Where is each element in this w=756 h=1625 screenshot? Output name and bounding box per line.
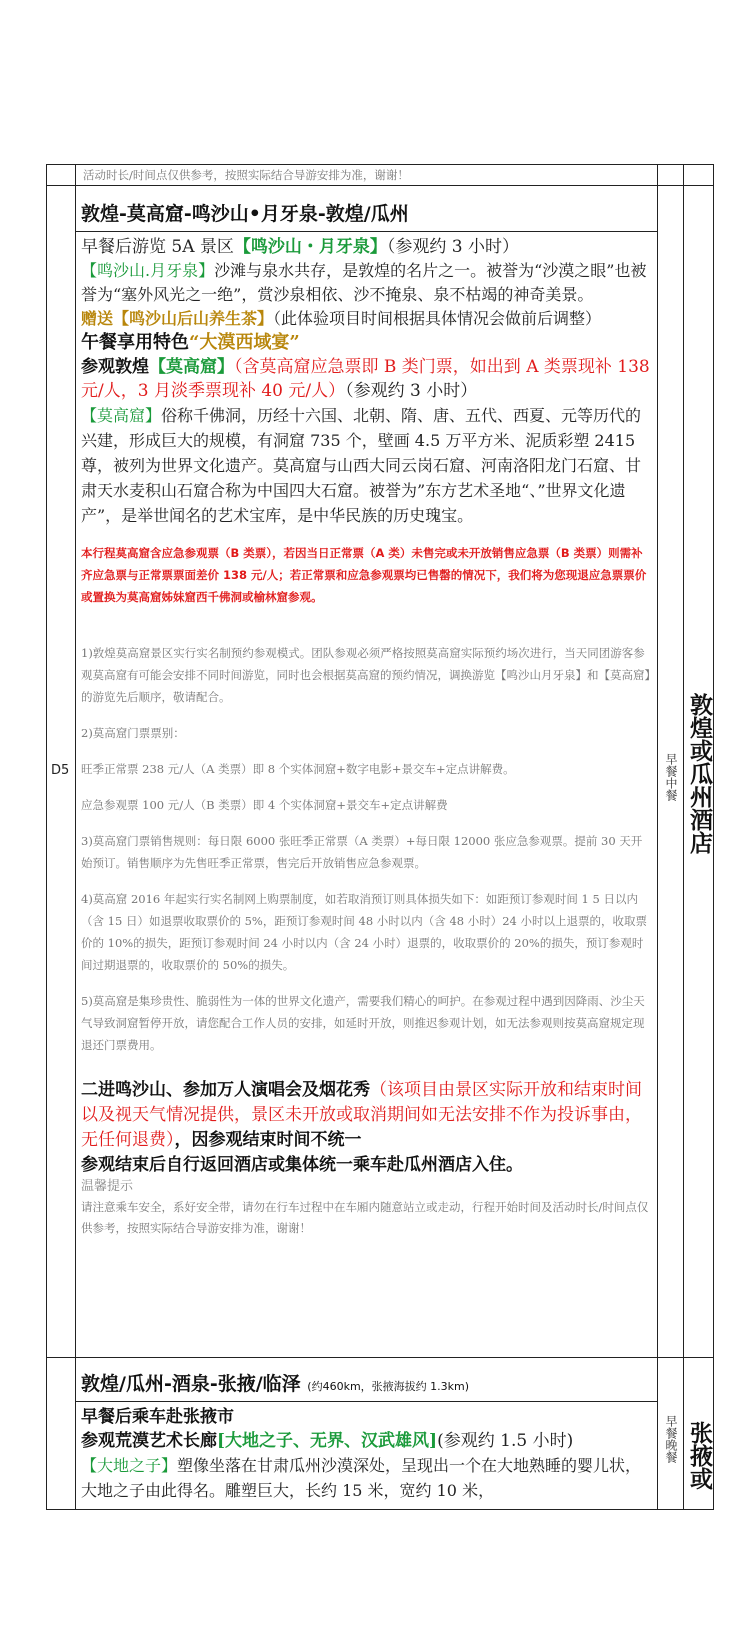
note-item: 旺季正常票 238 元/人（A 类票）即 8 个实体洞窟+数字电影+景交车+定点讲解费。 xyxy=(81,762,515,776)
note-item: 2)莫高窟门票票别： xyxy=(81,726,185,740)
row-divider-d6 xyxy=(47,1357,713,1358)
hotel-d5: 敦煌或瓜州酒店 xyxy=(686,693,713,854)
note-item: 1)敦煌莫高窟景区实行实名制预约参观模式。团队参观必须严格按照莫高窟实际预约场次进行，当天同团游客参观莫高窟有可能会安排不同时间游览，同时也会根据莫高窟的预约情况，调换游览【鸣沙山月牙泉】和【莫高窟】的游览先后顺序，敬请配合。 xyxy=(81,646,651,704)
row-divider-top xyxy=(47,185,713,186)
notes-list xyxy=(81,642,653,1056)
day6-p1: 早餐后乘车赴张掖市 xyxy=(81,1407,234,1427)
tip-title: 温馨提示 xyxy=(81,1179,134,1194)
day6-p3: 【大地之子】塑像坐落在甘肃瓜州沙漠深处，呈现出一个在大地熟睡的婴儿状，大地之子由此得名。雕塑巨大，长约 15 米，宽约 10 米， xyxy=(81,1456,642,1500)
day5-p4: 午餐享用特色“大漠西域宴” xyxy=(81,332,300,353)
day5-p5: 参观敦煌【莫高窟】（含莫高窟应急票即 B 类门票，如出到 A 类票现补 138 元/人，3 月淡季票现补 40 元/人）（参观约 3 小时） xyxy=(81,357,650,401)
day5-p6: 【莫高窟】俗称千佛洞，历经十六国、北朝、隋、唐、五代、西夏、元等历代的兴建，形成巨大的规模，有洞窟 735 个，壁画 4.5 万平方米、泥质彩塑 2415 尊，被列为世界文化遗产。莫高窟与山西大同云岗石窟、河南洛阳龙门石窟、甘肃天水麦积山石窟合称为中国四大石窟。被誉为”东方艺术圣地“、”世界文化遗产”，是举世闻名的艺术宝库，是中华民族的历史瑰宝。 xyxy=(81,406,642,525)
note-item: 4)莫高窟 2016 年起实行实名制网上购票制度，如若取消预订则具体损失如下：如距预订参观时间 1 5 日以内（含 15 日）如退票收取票价的 5%，距预订参观时间 48 小时以内（含 48 小时）24 小时以上退票的，收取票价的 10%的损失，距预订参观时间 24 小时以内（含 24 小时）退票的，收取票价的 20%的损失，预订参观时间过期退票的，收取票价的 50%的损失。 xyxy=(81,892,648,972)
day5-p2: 【鸣沙山.月牙泉】沙滩与泉水共存，是敦煌的名片之一。被誉为“沙漠之眼”也被誉为“塞外风光之一绝”，赏沙泉相依、沙不掩泉、泉不枯竭的神奇美景。 xyxy=(81,261,647,304)
col-divider-content xyxy=(657,165,658,1509)
day5-title: 敦煌-莫高窟-鸣沙山•月牙泉-敦煌/瓜州 xyxy=(81,203,409,225)
day6-title: 敦煌/瓜州-酒泉-张掖/临泽 (约460km，张掖海拔约 1.3km) xyxy=(81,1373,470,1395)
day-label-d5: D5 xyxy=(51,763,70,778)
day6-content xyxy=(81,1405,653,1503)
day5-p3: 赠送【鸣沙山后山养生茶】（此体验项目时间根据具体情况会做前后调整） xyxy=(81,309,602,328)
meals-d5: 早餐中餐 xyxy=(664,753,678,801)
meals-d6: 早餐晚餐 xyxy=(664,1415,678,1463)
title-divider-d5 xyxy=(75,231,657,232)
col-divider-day xyxy=(75,165,76,1509)
red-notice: 本行程莫高窟含应急参观票（B 类票），若因当日正常票（A 类）未售完或未开放销售应急票（B 类票）则需补齐应急票与正常票票面差价 138 元/人；若正常票和应急参观票均已售罄的情况下，我们将为您现退应急票票价或置换为莫高窟姊妹窟西千佛洞或榆林窟参观。 xyxy=(81,546,647,604)
tip-text: 请注意乘车安全，系好安全带，请勿在行车过程中在车厢内随意站立或走动，行程开始时间及活动时长/时间点仅供参考，按照实际结合导游安排为准，谢谢！ xyxy=(81,1200,649,1235)
hotel-d6: 张掖或 xyxy=(686,1421,713,1490)
note-item: 5)莫高窟是集珍贵性、脆弱性为一体的世界文化遗产，需要我们精心的呵护。在参观过程中遇到因降雨、沙尘天气导致洞窟暂停开放，请您配合工作人员的安排，如延时开放，则推迟参观计划，如无法参观则按莫高窟规定现退还门票费用。 xyxy=(81,994,645,1052)
note-item: 应急参观票 100 元/人（B 类票）即 4 个实体洞窟+景交车+定点讲解费 xyxy=(81,798,448,812)
day5-p8: 参观结束后自行返回酒店或集体统一乘车赴瓜州酒店入住。 xyxy=(81,1155,523,1175)
title-divider-d6 xyxy=(75,1401,657,1402)
day5-p7: 二进鸣沙山、参加万人演唱会及烟花秀（该项目由景区实际开放和结束时间以及视天气情况提供，景区未开放或取消期间如无法安排不作为投诉事由，无任何退费），因参观结束时间不统一 xyxy=(81,1080,642,1150)
day6-p2: 参观荒漠艺术长廊[大地之子、无界、汉武雄风](参观约 1.5 小时) xyxy=(81,1431,574,1451)
itinerary-table xyxy=(46,164,714,1510)
day5-content xyxy=(81,235,653,1239)
note-item: 3)莫高窟门票销售规则：每日限 6000 张旺季正常票（A 类票）+每日限 12000 张应急参观票。提前 30 天开始预订。销售顺序为先售旺季正常票，售完后开放销售应急参观票。 xyxy=(81,834,643,870)
col-divider-meals xyxy=(683,165,684,1509)
top-row-note: 活动时长/时间点仅供参考，按照实际结合导游安排为准，谢谢！ xyxy=(83,168,409,182)
day5-p1: 早餐后游览 5A 景区【鸣沙山・月牙泉】（参观约 3 小时） xyxy=(81,237,520,257)
